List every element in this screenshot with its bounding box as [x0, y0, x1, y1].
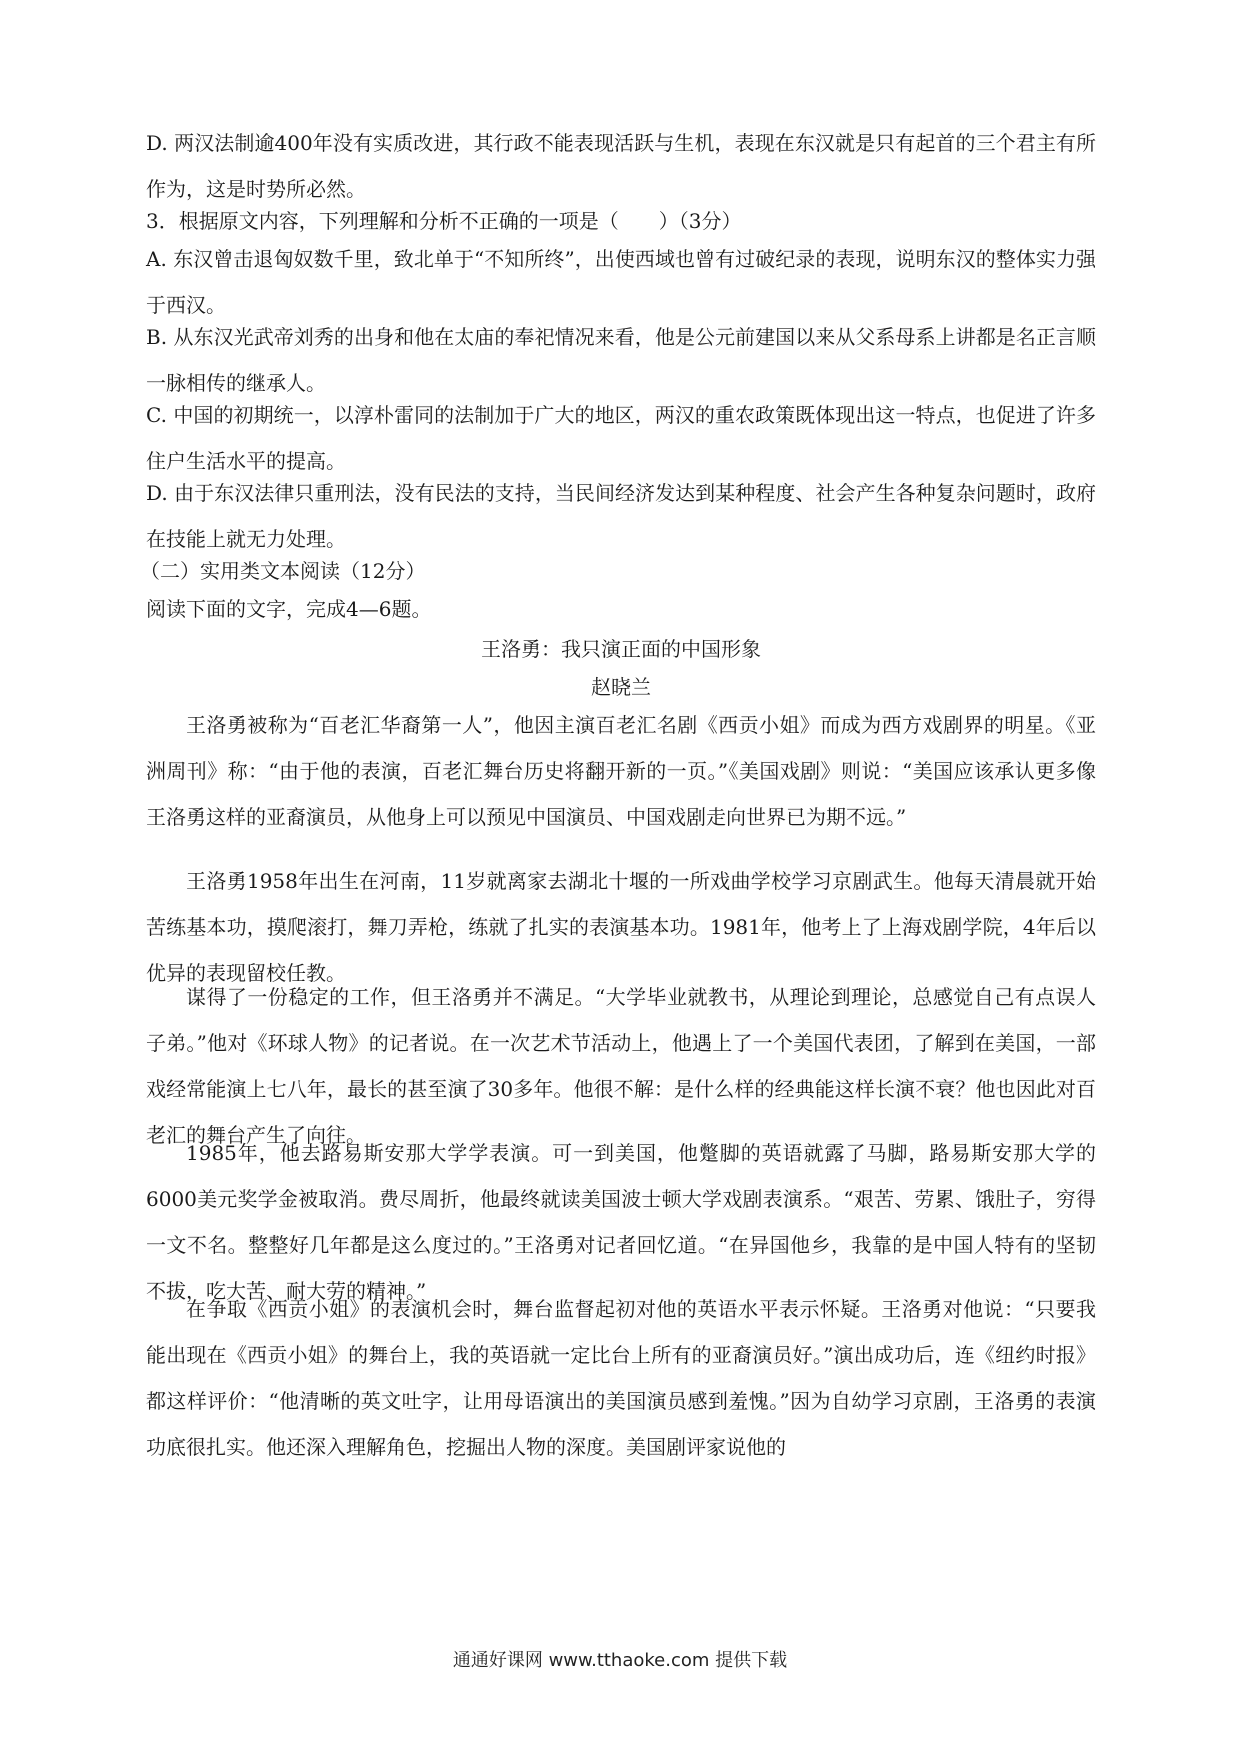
section-heading: （二）实用类文本阅读（12分） [140, 559, 426, 583]
q2-option-d: D. 两汉法制逾400年没有实质改进，其行政不能表现活跃与生机，表现在东汉就是只有起首的三个君主有所作为，这是时势所必然。 [146, 131, 1096, 201]
section-instruction: 阅读下面的文字，完成4—6题。 [146, 597, 432, 621]
article-paragraph-1: 王洛勇被称为“百老汇华裔第一人”，他因主演百老汇名剧《西贡小姐》而成为西方戏剧界的明星。《亚洲周刊》称：“由于他的表演，百老汇舞台历史将翻开新的一页。”《美国戏剧》则说：“美国应该承认更多像王洛勇这样的亚裔演员，从他身上可以预见中国演员、中国戏剧走向世界已为期不远。” [146, 713, 1096, 829]
article-author: 赵晓兰 [591, 675, 651, 699]
q3-option-c: C. 中国的初期统一，以淳朴雷同的法制加于广大的地区，两汉的重农政策既体现出这一特点，也促进了许多住户生活水平的提高。 [146, 403, 1096, 473]
page-footer: 通通好课网 www.tthaoke.com 提供下载 [452, 1650, 788, 1671]
q3-option-d: D. 由于东汉法律只重刑法，没有民法的支持，当民间经济发达到某种程度、社会产生各种复杂问题时，政府在技能上就无力处理。 [146, 481, 1096, 551]
article-paragraph-4: 1985年，他去路易斯安那大学学表演。可一到美国，他蹩脚的英语就露了马脚，路易斯安那大学的6000美元奖学金被取消。费尽周折，他最终就读美国波士顿大学戏剧表演系。“艰苦、劳累、饿肚子，穷得一文不名。整整好几年都是这么度过的。”王洛勇对记者回忆道。“在异国他乡，我靠的是中国人特有的坚韧不拔，吃大苦、耐大劳的精神。” [146, 1141, 1096, 1303]
article-paragraph-3: 谋得了一份稳定的工作，但王洛勇并不满足。“大学毕业就教书，从理论到理论，总感觉自己有点误人子弟。”他对《环球人物》的记者说。在一次艺术节活动上，他遇上了一个美国代表团，了解到在美国，一部戏经常能演上七八年，最长的甚至演了30多年。他很不解：是什么样的经典能这样长演不衰？他也因此对百老汇的舞台产生了向往。 [146, 985, 1096, 1147]
article-title: 王洛勇：我只演正面的中国形象 [481, 637, 761, 661]
article-paragraph-2: 王洛勇1958年出生在河南，11岁就离家去湖北十堰的一所戏曲学校学习京剧武生。他每天清晨就开始苦练基本功，摸爬滚打，舞刀弄枪，练就了扎实的表演基本功。1981年，他考上了上海戏剧学院，4年后以优异的表现留校任教。 [146, 869, 1096, 985]
q3-option-a: A. 东汉曾击退匈奴数千里，致北单于“不知所终”，出使西域也曾有过破纪录的表现，说明东汉的整体实力强于西汉。 [146, 247, 1096, 317]
q3-stem: 3．根据原文内容，下列理解和分析不正确的一项是（ ）（3分） [146, 209, 742, 233]
article-paragraph-5: 在争取《西贡小姐》的表演机会时，舞台监督起初对他的英语水平表示怀疑。王洛勇对他说：“只要我能出现在《西贡小姐》的舞台上，我的英语就一定比台上所有的亚裔演员好。”演出成功后，连《纽约时报》都这样评价：“他清晰的英文吐字，让用母语演出的美国演员感到羞愧。”因为自幼学习京剧，王洛勇的表演功底很扎实。他还深入理解角色，挖掘出人物的深度。美国剧评家说他的 [146, 1297, 1096, 1459]
q3-option-b: B. 从东汉光武帝刘秀的出身和他在太庙的奉祀情况来看，他是公元前建国以来从父系母系上讲都是名正言顺一脉相传的继承人。 [146, 325, 1096, 395]
